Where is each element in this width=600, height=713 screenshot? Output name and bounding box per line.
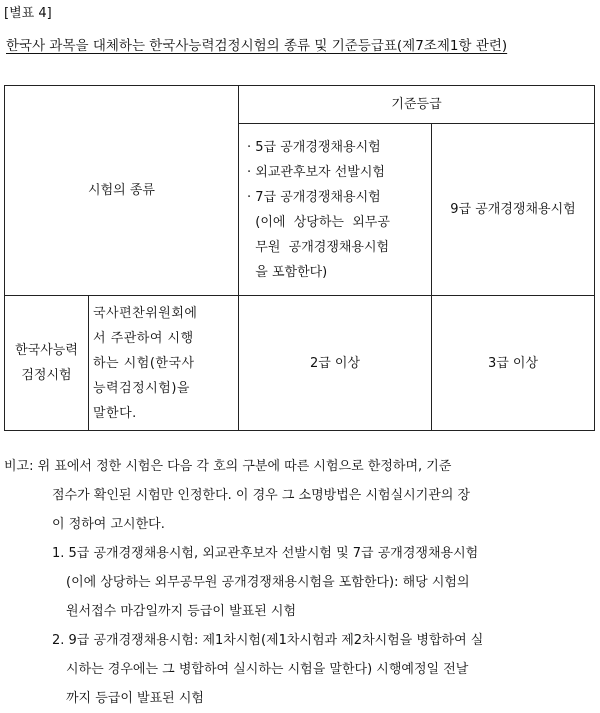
- remarks-item-1-line: (이에 상당하는 외무공무원 공개경쟁채용시험을 포함한다): 해당 시험의: [66, 575, 470, 590]
- header-exam-type: 시험의 종류: [5, 86, 239, 296]
- grade-group-b: 9급 공개경쟁채용시험: [432, 124, 595, 296]
- exam-description: [89, 296, 239, 431]
- exam-description-line: 국사편찬위원회에: [93, 305, 198, 321]
- remarks: [4, 452, 596, 713]
- exam-description-line: 하는 시험(한국사: [93, 355, 195, 371]
- remarks-line: 이 정하여 고시한다.: [52, 517, 165, 532]
- grade-group-a-line: 무원 공개경쟁채용시험: [247, 239, 390, 255]
- grade-group-a: [239, 124, 432, 296]
- grade-table: [4, 85, 595, 431]
- annex-label: [별표 4]: [4, 6, 52, 21]
- header-standard-grade: 기준등급: [239, 86, 595, 124]
- grade-a-value: 2급 이상: [239, 296, 432, 431]
- remarks-item-2-line: 까지 등급이 발표된 시험: [66, 691, 204, 706]
- remarks-item-2: 2. 9급 공개경쟁채용시험: 제1차시험(제1차시험과 제2차시험을 병합하여 실: [52, 633, 484, 648]
- grade-b-value: 3급 이상: [432, 296, 595, 431]
- exam-description-line: 말한다.: [93, 405, 137, 421]
- grade-group-a-line: · 7급 공개경쟁채용시험: [247, 189, 381, 205]
- remarks-line: 점수가 확인된 시험만 인정한다. 이 경우 그 소명방법은 시험실시기관의 장: [52, 488, 471, 503]
- grade-group-a-line: · 5급 공개경쟁채용시험: [247, 139, 381, 155]
- remarks-item-2-line: 시하는 경우에는 그 병합하여 실시하는 시험을 말한다) 시행예정일 전날: [66, 662, 469, 677]
- remarks-line: 비고: 위 표에서 정한 시험은 다음 각 호의 구분에 따른 시험으로 한정하며, 기준: [4, 459, 452, 474]
- grade-group-a-line: (이에 상당하는 외무공: [247, 214, 390, 230]
- grade-group-a-line: 을 포함한다): [247, 264, 328, 280]
- grade-group-a-line: · 외교관후보자 선발시험: [247, 164, 385, 180]
- remarks-item-1: 1. 5급 공개경쟁채용시험, 외교관후보자 선발시험 및 7급 공개경쟁채용시험: [52, 546, 479, 561]
- exam-description-line: 서 주관하여 시행: [93, 330, 194, 346]
- document-title: 한국사 과목을 대체하는 한국사능력검정시험의 종류 및 기준등급표(제7조제1항 관련): [6, 38, 508, 54]
- exam-name-line: 한국사능력: [15, 343, 78, 358]
- exam-name: [5, 296, 89, 431]
- exam-description-line: 능력검정시험)을: [93, 380, 190, 396]
- remarks-item-1-line: 원서접수 마감일까지 등급이 발표된 시험: [66, 604, 297, 619]
- exam-name-line: 검정시험: [21, 368, 72, 383]
